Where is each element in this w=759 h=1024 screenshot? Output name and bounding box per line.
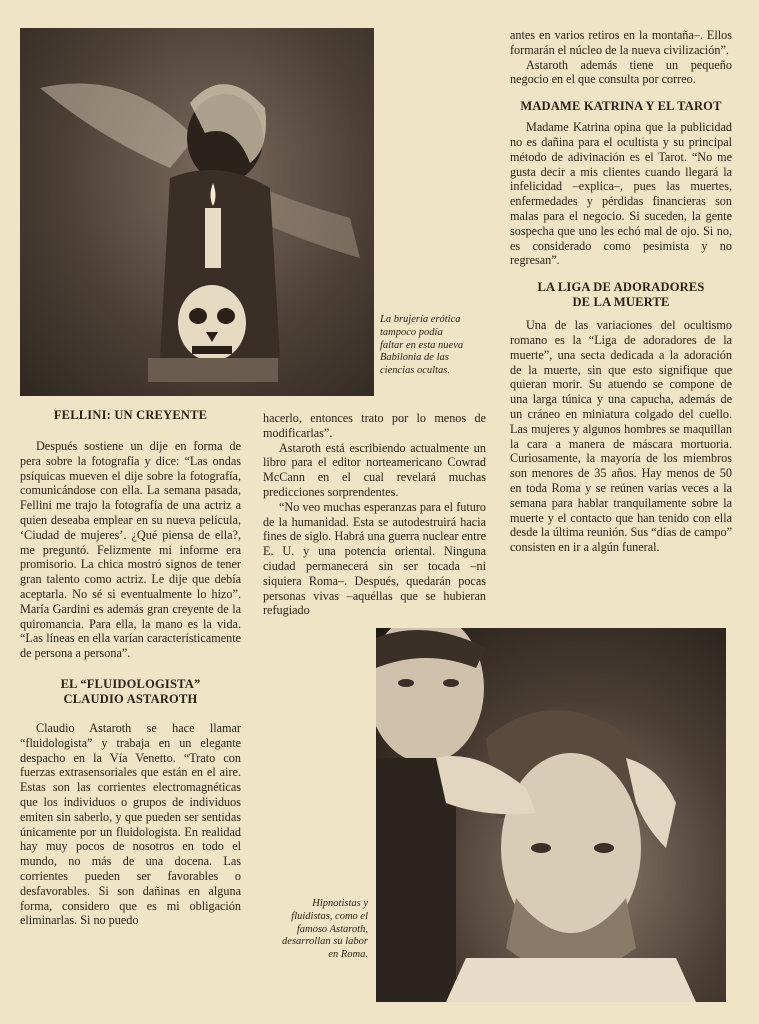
paragraph: hacerlo, entonces trato por lo menos de modificarlas”. (263, 411, 486, 440)
photo-hypnotists (376, 628, 726, 1002)
column-2 (263, 411, 486, 618)
photo-bottom-caption: Hipnotistas y fluidistas, como el famoso Astaroth, desarrollan su labor en Roma. (282, 898, 368, 961)
paragraph: “No veo muchas esperanzas para el futuro de la humanidad. Esta se autodestruirá hacia fines de siglo. Habrá una guerra nuclear entre E. U. y una potencia oriental. Ninguna ciudad permanecerá sin ser tocada –ni siquiera Roma–. Después, quedarán pocas personas vivas –aquéllas que se hubieran refugiado (263, 499, 486, 618)
heading-astaroth: CLAUDIO ASTAROTH (63, 691, 198, 706)
paragraph: Madame Katrina opina que la publicidad no es dañina para el ocultista y su principal método de adivinación es el Tarot. “No me gusta decir a mis clientes cuando llegará la infelicidad –explica–, pues las muertes, enfermedades y pérdidas financieras son malas para el negocio. Si suceden, la gente sospecha que uno les echó mal de ojo. Si no, es considerado como pesimista y no regresan”. (510, 120, 732, 268)
photo-witchcraft (20, 28, 374, 396)
heading-muerte: DE LA MUERTE (572, 295, 670, 310)
column-3 (510, 28, 732, 555)
paragraph: Después sostiene un dije en forma de pera sobre la fotografía y dice: “Las ondas psíquicas mueven el dije sobre la fotografía, comunicándose con ella. La semana pasada, Fellini me trajo la fotografía de una actriz a quien deseaba emplear en su nueva película, ‘Ciudad de mujeres’. ¿Qué piensa de ella?, me preguntó. Felizmente mi informe era promisorio. La chica mostró signos de tener gran talento como actriz. Le dije que debía aceptarla. No sé si eventualmente lo hizo”. María Gardini es además gran creyente de la quiromancia. Para ella, la mano es la vida. “Las líneas en ella varían característicamente de persona a persona”. (20, 439, 241, 661)
column-1 (20, 408, 241, 928)
heading-fellini: FELLINI: UN CREYENTE (53, 408, 208, 422)
witchcraft-illustration (20, 28, 374, 396)
heading-liga: LA LIGA DE ADORADORES (537, 280, 705, 295)
heading-madame-katrina: MADAME KATRINA Y EL TAROT (520, 99, 722, 114)
paragraph: Astaroth está escribiendo actualmente un libro para el editor norteamericano Cowrad McCann en el cual revelará muchas predicciones sorprendentes. (263, 440, 486, 499)
heading-fluidologista: EL “FLUIDOLOGISTA” (60, 676, 201, 691)
hypnotists-illustration (376, 628, 726, 1002)
paragraph: Astaroth además tiene un pequeño negocio en el que consulta por correo. (510, 57, 732, 87)
photo-top-caption: La brujería erótica tampoco podía faltar en esta nueva Babilonia de las ciencias ocultas. (380, 314, 464, 377)
paragraph: antes en varios retiros en la montaña–. Ellos formarán el núcleo de la nueva civilización”. (510, 28, 732, 57)
paragraph: Una de las variaciones del ocultismo romano es la “Liga de adoradores de la muerte”, una secta dedicada a la adoración de la muerte, sin que esto signifique que quieran morir. Su atuendo se compone de una larga túnica y una capucha, además de un cráneo en miniatura colgado del cuello. Las mujeres y algunos hombres se maquillan la cara a manera de máscara mortuoria. Curiosamente, la mayoría de los miembros son menores de 35 años. Hay menos de 50 en toda Roma y se reúnen varias veces a la semana para hablar tranquilamente sobre la muerte y el contacto que han tenido con ella desde la última reunión. Sus “días de campo” consisten en ir a algún funeral. (510, 318, 732, 555)
paragraph: Claudio Astaroth se hace llamar “fluidologista” y trabaja en un elegante despacho en la Vía Venetto. “Trato con fuerzas extrasensoriales que están en el aire. Estas son las corrientes electromagnéticas que los individuos o grupos de individuos emiten sin saberlo, y que pueden ser sentidas únicamente por un fluidologista. En realidad hay muy pocos de nosotros en todo el mundo, no más de una docena. Las corrientes pueden ser favorables o desfavorables. Si son dañinas en alguna forma, considero que es mi obligación eliminarlas. Si no puedo (20, 720, 241, 928)
